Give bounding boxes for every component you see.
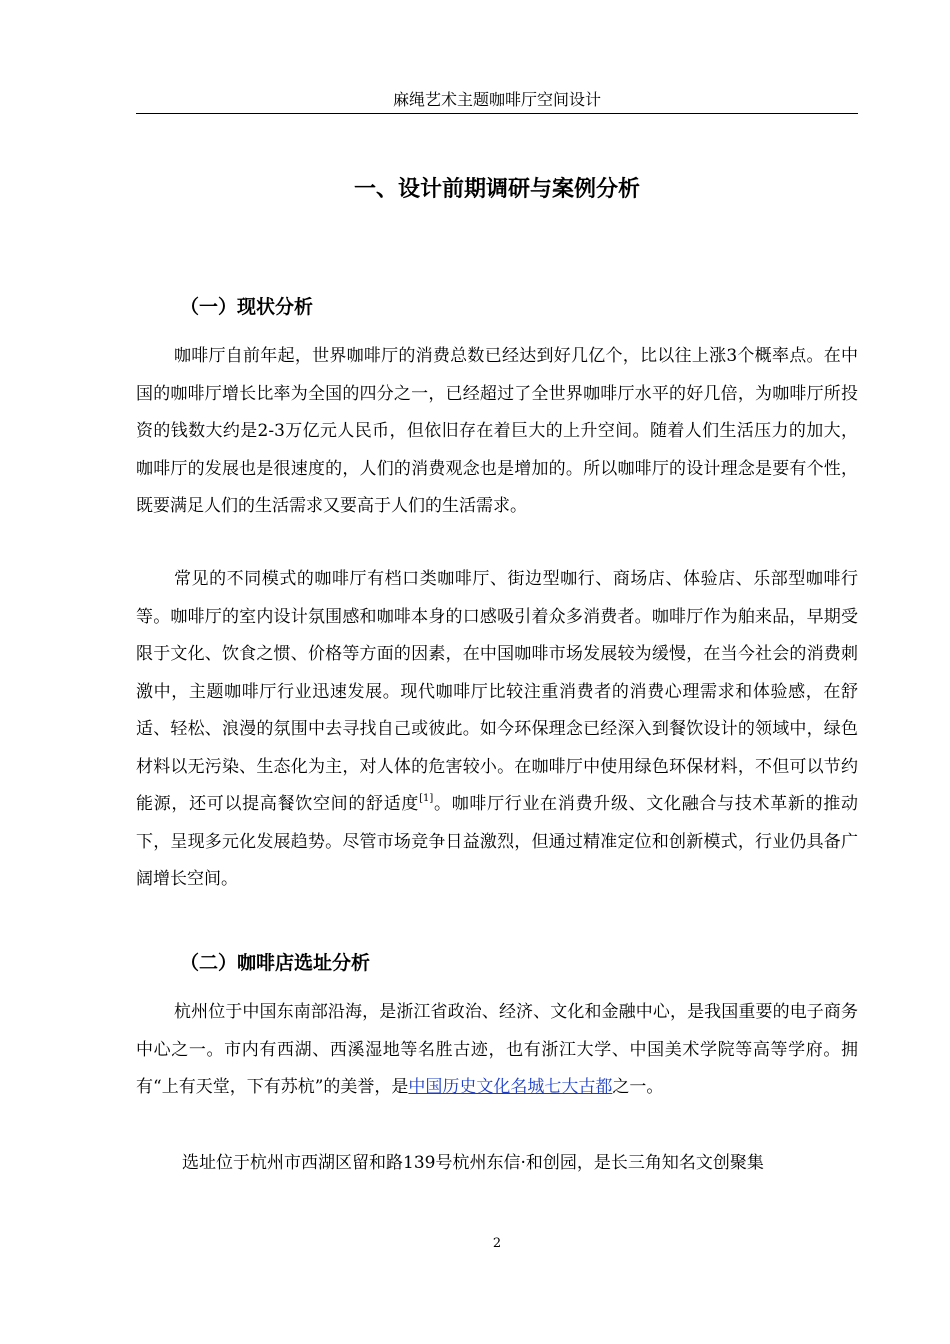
historic-cities-link[interactable]: 中国历史文化名城七大古都 <box>408 1077 613 1097</box>
paragraph-status-2 <box>136 561 858 899</box>
paragraph-status-1: 咖啡厅自前年起，世界咖啡厅的消费总数已经达到好几亿个，比以往上涨3个概率点。在中国的咖啡厅增长比率为全国的四分之一，已经超过了全世界咖啡厅水平的好几倍，为咖啡厅所投资的钱数大约是2-3万亿元人民币，但依旧存在着巨大的上升空间。随着人们生活压力的加大，咖啡厅的发展也是很速度的，人们的消费观念也是增加的。所以咖啡厅的设计理念是要有个性，既要满足人们的生活需求又要高于人们的生活需求。 <box>136 346 858 516</box>
section-heading-status: （一）现状分析 <box>180 296 314 318</box>
citation-ref[interactable]: [1] <box>419 793 434 804</box>
page-number: 2 <box>492 1236 502 1251</box>
paragraph-text: 常见的不同模式的咖啡厅有档口类咖啡厅、街边型咖行、商场店、体验店、乐部型咖啡行等。咖啡厅的室内设计氛围感和咖啡本身的口感吸引着众多消费者。咖啡厅作为舶来品，早期受限于文化、饮食之惯、价格等方面的因素，在中国咖啡市场发展较为缓慢，在当今社会的消费刺激中，主题咖啡厅行业迅速发展。现代咖啡厅比较注重消费者的消费心理需求和体验感，在舒适、轻松、浪漫的氛围中去寻找自己或彼此。如今环保理念已经深入到餐饮设计的领域中，绿色材料以无污染、生态化为主，对人体的危害较小。在咖啡厅中使用绿色环保材料，不但可以节约能源，还可以提高餐饮空间的舒适度 <box>136 569 858 814</box>
section-heading-site: （二）咖啡店选址分析 <box>180 952 371 974</box>
paragraph-site-2: 选址位于杭州市西湖区留和路139号杭州东信·和创园，是长三角知名文创聚集 <box>182 1153 764 1173</box>
paragraph-text: 。咖啡厅行业在消费升级、文化融合与技术革新的推动下，呈现多元化发展趋势。尽管市场竞争日益激烈，但通过精准定位和创新模式，行业仍具备广阔增长空间。 <box>136 794 859 889</box>
paragraph-site-1 <box>136 994 858 1107</box>
chapter-title: 一、设计前期调研与案例分析 <box>353 177 640 202</box>
paragraph-text: 杭州位于中国东南部沿海，是浙江省政治、经济、文化和金融中心，是我国重要的电子商务中心之一。市内有西湖、西溪湿地等名胜古迹，也有浙江大学、中国美术学院等高等学府。拥有“上有天堂，下有苏杭”的美誉，是 <box>136 1002 858 1097</box>
running-header: 麻绳艺术主题咖啡厅空间设计 <box>136 88 858 114</box>
paragraph-text: 之一。 <box>612 1077 664 1097</box>
